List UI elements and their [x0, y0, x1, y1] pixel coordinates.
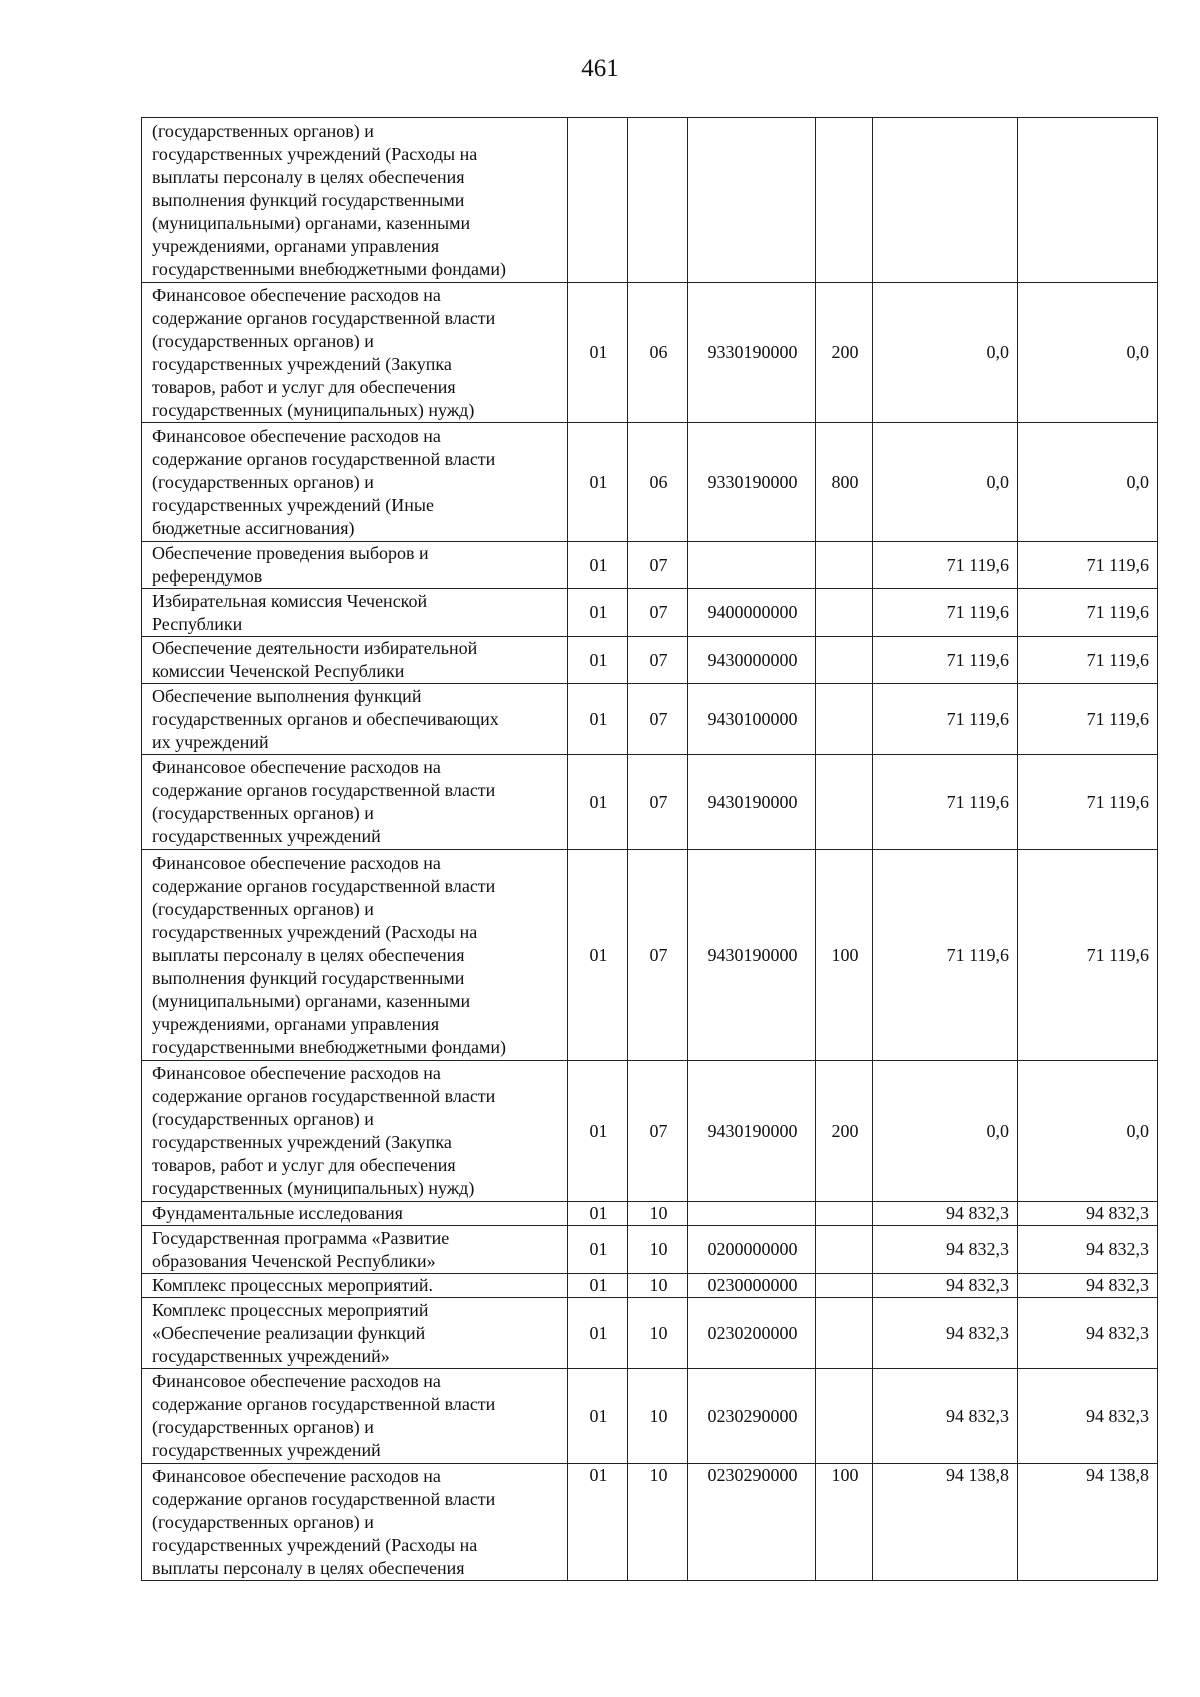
cell-amount-2: 94 832,3 [1018, 1274, 1158, 1298]
cell-section: 01 [568, 755, 628, 850]
cell-amount-1: 94 832,3 [873, 1274, 1018, 1298]
table-row [142, 755, 1158, 850]
cell-subsection: 07 [628, 755, 688, 850]
cell-subsection: 10 [628, 1298, 688, 1369]
cell-target-article: 0230290000 [688, 1369, 816, 1464]
cell-expense-type [816, 1202, 873, 1226]
cell-section: 01 [568, 589, 628, 637]
cell-expense-type [816, 118, 873, 283]
cell-subsection [628, 118, 688, 283]
cell-amount-2: 0,0 [1018, 423, 1158, 542]
cell-subsection: 07 [628, 1061, 688, 1202]
cell-section: 01 [568, 1202, 628, 1226]
cell-target-article: 0230290000 [688, 1464, 816, 1581]
cell-name: Финансовое обеспечение расходов на содержание органов государственной власти (государственных органов) и государственных учреждений [142, 755, 568, 850]
cell-amount-1: 0,0 [873, 423, 1018, 542]
cell-section: 01 [568, 684, 628, 755]
cell-section: 01 [568, 1464, 628, 1581]
cell-name: Финансовое обеспечение расходов на содержание органов государственной власти (государственных органов) и государственных учреждений (Закупка товаров, работ и услуг для обеспечения государственных (муниципальных) нужд) [142, 283, 568, 423]
cell-name: Комплекс процессных мероприятий «Обеспечение реализации функций государственных учреждений» [142, 1298, 568, 1369]
cell-amount-1: 94 138,8 [873, 1464, 1018, 1581]
cell-amount-2: 71 119,6 [1018, 850, 1158, 1061]
cell-amount-2: 71 119,6 [1018, 684, 1158, 755]
cell-subsection: 07 [628, 684, 688, 755]
table-row [142, 684, 1158, 755]
cell-expense-type [816, 1226, 873, 1274]
cell-subsection: 07 [628, 542, 688, 589]
table-row [142, 423, 1158, 542]
cell-target-article: 9430190000 [688, 850, 816, 1061]
table-row [142, 589, 1158, 637]
cell-name: Финансовое обеспечение расходов на содержание органов государственной власти (государственных органов) и государственных учреждений (Иные бюджетные ассигнования) [142, 423, 568, 542]
page-number: 461 [581, 55, 619, 82]
cell-amount-1: 94 832,3 [873, 1202, 1018, 1226]
cell-target-article: 9430190000 [688, 1061, 816, 1202]
cell-expense-type [816, 1274, 873, 1298]
cell-expense-type: 200 [816, 283, 873, 423]
cell-amount-2: 0,0 [1018, 1061, 1158, 1202]
table-row [142, 850, 1158, 1061]
cell-amount-2: 94 832,3 [1018, 1298, 1158, 1369]
cell-name: (государственных органов) и государственных учреждений (Расходы на выплаты персоналу в целях обеспечения выполнения функций государственными (муниципальными) органами, казенными учреждениями, органами управления государственными внебюджетными фондами) [142, 118, 568, 283]
cell-expense-type [816, 684, 873, 755]
cell-section: 01 [568, 1061, 628, 1202]
table-row [142, 1274, 1158, 1298]
cell-subsection: 07 [628, 589, 688, 637]
cell-expense-type [816, 542, 873, 589]
cell-section: 01 [568, 423, 628, 542]
budget-table [141, 117, 1158, 1581]
cell-name: Финансовое обеспечение расходов на содержание органов государственной власти (государственных органов) и государственных учреждений [142, 1369, 568, 1464]
cell-expense-type [816, 755, 873, 850]
cell-amount-1: 94 832,3 [873, 1226, 1018, 1274]
table-row [142, 637, 1158, 684]
cell-subsection: 10 [628, 1274, 688, 1298]
cell-amount-1: 71 119,6 [873, 850, 1018, 1061]
cell-amount-2 [1018, 118, 1158, 283]
cell-section: 01 [568, 1274, 628, 1298]
cell-subsection: 07 [628, 850, 688, 1061]
cell-target-article: 9330190000 [688, 423, 816, 542]
cell-amount-2: 94 832,3 [1018, 1369, 1158, 1464]
cell-subsection: 10 [628, 1202, 688, 1226]
cell-expense-type [816, 637, 873, 684]
cell-name: Финансовое обеспечение расходов на содержание органов государственной власти (государственных органов) и государственных учреждений (Расходы на выплаты персоналу в целях обеспечения выполнения функций государственными (муниципальными) органами, казенными учреждениями, органами управления государственными внебюджетными фондами) [142, 850, 568, 1061]
cell-expense-type: 100 [816, 1464, 873, 1581]
table-row [142, 283, 1158, 423]
cell-target-article: 9330190000 [688, 283, 816, 423]
table-row [142, 1226, 1158, 1274]
cell-amount-2: 71 119,6 [1018, 589, 1158, 637]
cell-name: Финансовое обеспечение расходов на содержание органов государственной власти (государственных органов) и государственных учреждений (Расходы на выплаты персоналу в целях обеспечения [142, 1464, 568, 1581]
cell-amount-2: 94 832,3 [1018, 1202, 1158, 1226]
cell-section: 01 [568, 850, 628, 1061]
cell-expense-type: 800 [816, 423, 873, 542]
cell-target-article [688, 542, 816, 589]
cell-target-article [688, 1202, 816, 1226]
cell-section: 01 [568, 1369, 628, 1464]
cell-amount-1: 71 119,6 [873, 755, 1018, 850]
cell-amount-2: 71 119,6 [1018, 637, 1158, 684]
cell-amount-2: 0,0 [1018, 283, 1158, 423]
cell-target-article: 0230200000 [688, 1298, 816, 1369]
cell-section: 01 [568, 1298, 628, 1369]
cell-expense-type [816, 1369, 873, 1464]
cell-name: Избирательная комиссия Чеченской Республики [142, 589, 568, 637]
cell-target-article: 9430100000 [688, 684, 816, 755]
cell-name: Государственная программа «Развитие образования Чеченской Республики» [142, 1226, 568, 1274]
cell-target-article: 9430190000 [688, 755, 816, 850]
cell-name: Обеспечение проведения выборов и референдумов [142, 542, 568, 589]
cell-amount-1: 71 119,6 [873, 589, 1018, 637]
cell-name: Финансовое обеспечение расходов на содержание органов государственной власти (государственных органов) и государственных учреждений (Закупка товаров, работ и услуг для обеспечения государственных (муниципальных) нужд) [142, 1061, 568, 1202]
cell-name: Обеспечение деятельности избирательной комиссии Чеченской Республики [142, 637, 568, 684]
cell-subsection: 07 [628, 637, 688, 684]
cell-subsection: 06 [628, 283, 688, 423]
cell-amount-2: 94 832,3 [1018, 1226, 1158, 1274]
cell-subsection: 10 [628, 1369, 688, 1464]
cell-amount-1: 71 119,6 [873, 637, 1018, 684]
cell-section: 01 [568, 637, 628, 684]
cell-section [568, 118, 628, 283]
cell-amount-1 [873, 118, 1018, 283]
cell-amount-1: 71 119,6 [873, 684, 1018, 755]
cell-name: Обеспечение выполнения функций государственных органов и обеспечивающих их учреждений [142, 684, 568, 755]
table-row [142, 1202, 1158, 1226]
cell-expense-type [816, 589, 873, 637]
cell-subsection: 10 [628, 1464, 688, 1581]
cell-amount-2: 71 119,6 [1018, 755, 1158, 850]
budget-table-body [142, 118, 1158, 1581]
cell-subsection: 06 [628, 423, 688, 542]
cell-expense-type [816, 1298, 873, 1369]
cell-amount-1: 71 119,6 [873, 542, 1018, 589]
cell-amount-1: 0,0 [873, 1061, 1018, 1202]
cell-expense-type: 200 [816, 1061, 873, 1202]
cell-amount-2: 71 119,6 [1018, 542, 1158, 589]
cell-section: 01 [568, 283, 628, 423]
cell-amount-1: 0,0 [873, 283, 1018, 423]
cell-subsection: 10 [628, 1226, 688, 1274]
cell-name: Фундаментальные исследования [142, 1202, 568, 1226]
table-row [142, 542, 1158, 589]
cell-expense-type: 100 [816, 850, 873, 1061]
table-row [142, 1369, 1158, 1464]
table-row [142, 1464, 1158, 1581]
cell-name: Комплекс процессных мероприятий. [142, 1274, 568, 1298]
cell-target-article: 0200000000 [688, 1226, 816, 1274]
cell-amount-1: 94 832,3 [873, 1369, 1018, 1464]
cell-amount-2: 94 138,8 [1018, 1464, 1158, 1581]
table-row [142, 1061, 1158, 1202]
cell-target-article: 0230000000 [688, 1274, 816, 1298]
cell-target-article [688, 118, 816, 283]
cell-target-article: 9400000000 [688, 589, 816, 637]
cell-section: 01 [568, 542, 628, 589]
cell-amount-1: 94 832,3 [873, 1298, 1018, 1369]
table-row [142, 118, 1158, 283]
cell-section: 01 [568, 1226, 628, 1274]
cell-target-article: 9430000000 [688, 637, 816, 684]
table-row [142, 1298, 1158, 1369]
